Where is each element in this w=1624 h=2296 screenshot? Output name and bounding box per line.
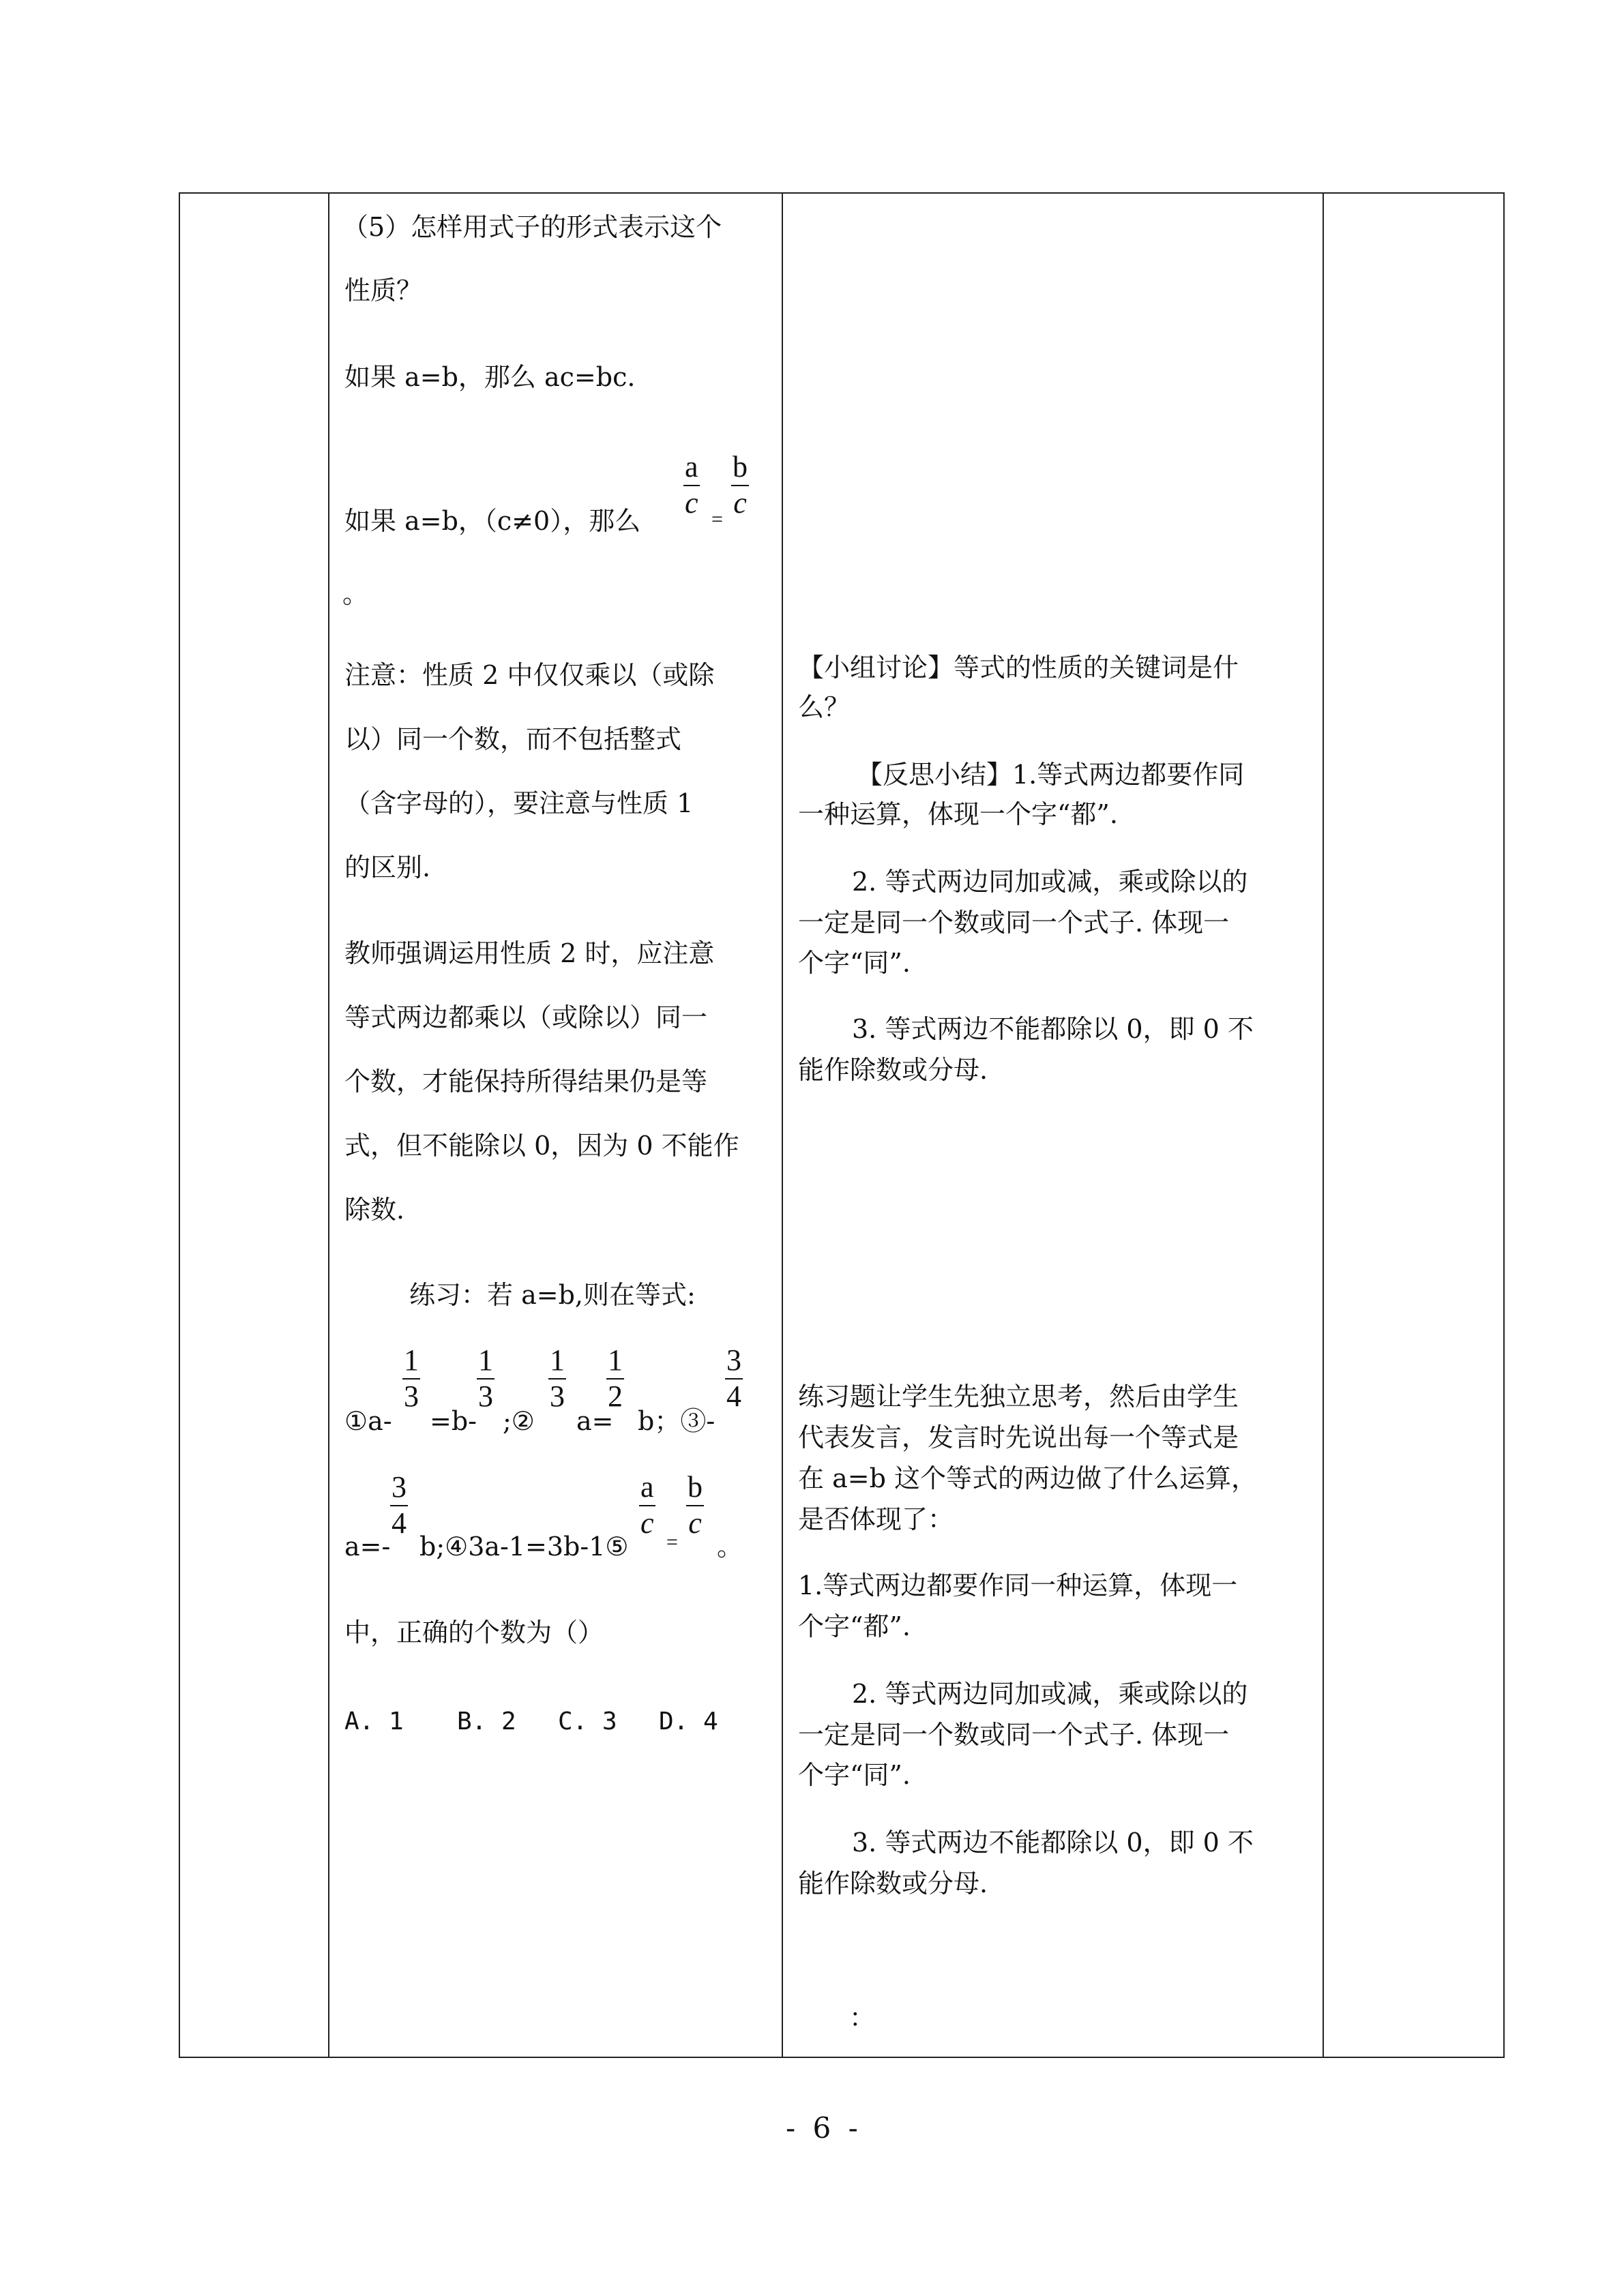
note-line: 注意：性质 2 中仅仅乘以（或除 <box>344 660 715 690</box>
practice-line: 是否体现了： <box>798 1504 954 1534</box>
column-divider-2 <box>782 192 783 2058</box>
eq2-fraction-1: $\frac{3}{4}$ <box>392 1470 407 1540</box>
note-line: 的区别. <box>344 852 431 882</box>
note-line: （含字母的），要注意与性质 1 <box>344 788 694 818</box>
eq1-part-5: b；③- <box>638 1406 715 1436</box>
eq2-fraction-2: $\frac{a}{c}$ <box>640 1470 654 1540</box>
reflect-2-line: 个字“同”. <box>798 948 911 978</box>
page-number: - 6 - <box>786 2111 862 2145</box>
division-rule-end: 。 <box>342 579 369 609</box>
column-divider-1 <box>328 192 329 2058</box>
division-rule-text: 如果 a=b，（c≠0），那么 <box>344 506 641 536</box>
reflect-2-line: 2. 等式两边同加或减，乘或除以的 <box>852 867 1248 897</box>
discussion-line: 【小组讨论】等式的性质的关键词是什 <box>798 653 1239 683</box>
point-3-line: 3. 等式两边不能都除以 0，即 0 不 <box>852 1828 1254 1858</box>
column-divider-3 <box>1323 192 1324 2058</box>
practice-line: 在 a=b 这个等式的两边做了什么运算， <box>798 1463 1257 1493</box>
eq1-part-3: ;② <box>503 1406 535 1436</box>
teacher-line: 等式两边都乘以（或除以）同一 <box>344 1002 708 1032</box>
reflect-3-line: 能作除数或分母. <box>798 1055 988 1085</box>
eq1-part-2: =b- <box>430 1406 477 1436</box>
teacher-line: 除数. <box>344 1195 405 1225</box>
option-b: B. 2 <box>457 1708 516 1735</box>
question-5-line-2: 性质？ <box>344 275 423 305</box>
teacher-line: 教师强调运用性质 2 时，应注意 <box>344 938 715 968</box>
eq2-equals-sign: = <box>666 1531 678 1553</box>
eq2-part-2: b;④3a-1=3b-1⑤ <box>419 1532 629 1562</box>
reflect-3-line: 3. 等式两边不能都除以 0，即 0 不 <box>852 1014 1254 1044</box>
count-question: 中，正确的个数为（） <box>344 1617 604 1648</box>
teacher-line: 式，但不能除以 0，因为 0 不能作 <box>344 1131 739 1161</box>
option-c: C. 3 <box>558 1708 617 1735</box>
point-2-line: 个字“同”. <box>798 1760 911 1790</box>
eq1-fraction-2: $\frac{1}{3}$ <box>478 1343 493 1413</box>
practice-line: 代表发言，发言时先说出每一个等式是 <box>798 1422 1239 1452</box>
question-5-line-1: （5）怎样用式子的形式表示这个 <box>342 212 722 242</box>
eq1-fraction-3: $\frac{1}{3}$ <box>550 1343 565 1413</box>
trailing-colon: ： <box>849 2003 876 2033</box>
discussion-line: 么？ <box>798 692 851 722</box>
point-1-line: 个字“都”. <box>798 1611 911 1641</box>
option-a: A. 1 <box>344 1708 404 1735</box>
multiplication-rule: 如果 a=b，那么 ac=bc. <box>344 362 636 392</box>
eq1-part-4: a= <box>576 1406 614 1436</box>
eq2-fraction-3: $\frac{b}{c}$ <box>688 1470 703 1540</box>
point-2-line: 一定是同一个数或同一个式子. 体现一 <box>798 1720 1230 1750</box>
practice-line: 练习题让学生先独立思考，然后由学生 <box>798 1382 1239 1412</box>
point-2-line: 2. 等式两边同加或减，乘或除以的 <box>852 1679 1248 1709</box>
teacher-line: 个数，才能保持所得结果仍是等 <box>344 1067 708 1097</box>
division-fraction-left: $\frac{a}{c}$ <box>685 450 698 520</box>
eq1-part-1: ①a- <box>344 1406 392 1436</box>
division-fraction-right: $\frac{b}{c}$ <box>733 450 748 520</box>
point-1-line: 1.等式两边都要作同一种运算，体现一 <box>798 1570 1238 1600</box>
option-d: D. 4 <box>659 1708 718 1735</box>
note-line: 以）同一个数，而不包括整式 <box>344 724 682 754</box>
point-3-line: 能作除数或分母. <box>798 1868 988 1898</box>
reflect-line: 【反思小结】1.等式两边都要作同 <box>857 760 1245 790</box>
division-equals-sign: = <box>711 508 723 531</box>
practice-intro: 练习：若 a=b,则在等式: <box>409 1280 696 1310</box>
eq1-fraction-5: $\frac{3}{4}$ <box>726 1343 741 1413</box>
eq2-part-1: a=- <box>344 1532 391 1562</box>
eq1-fraction-1: $\frac{1}{3}$ <box>404 1343 419 1413</box>
eq1-fraction-4: $\frac{1}{2}$ <box>608 1343 623 1413</box>
reflect-2-line: 一定是同一个数或同一个式子. 体现一 <box>798 908 1230 938</box>
reflect-line: 一种运算，体现一个字“都”. <box>798 799 1118 829</box>
eq2-part-3: 。 <box>717 1532 743 1562</box>
